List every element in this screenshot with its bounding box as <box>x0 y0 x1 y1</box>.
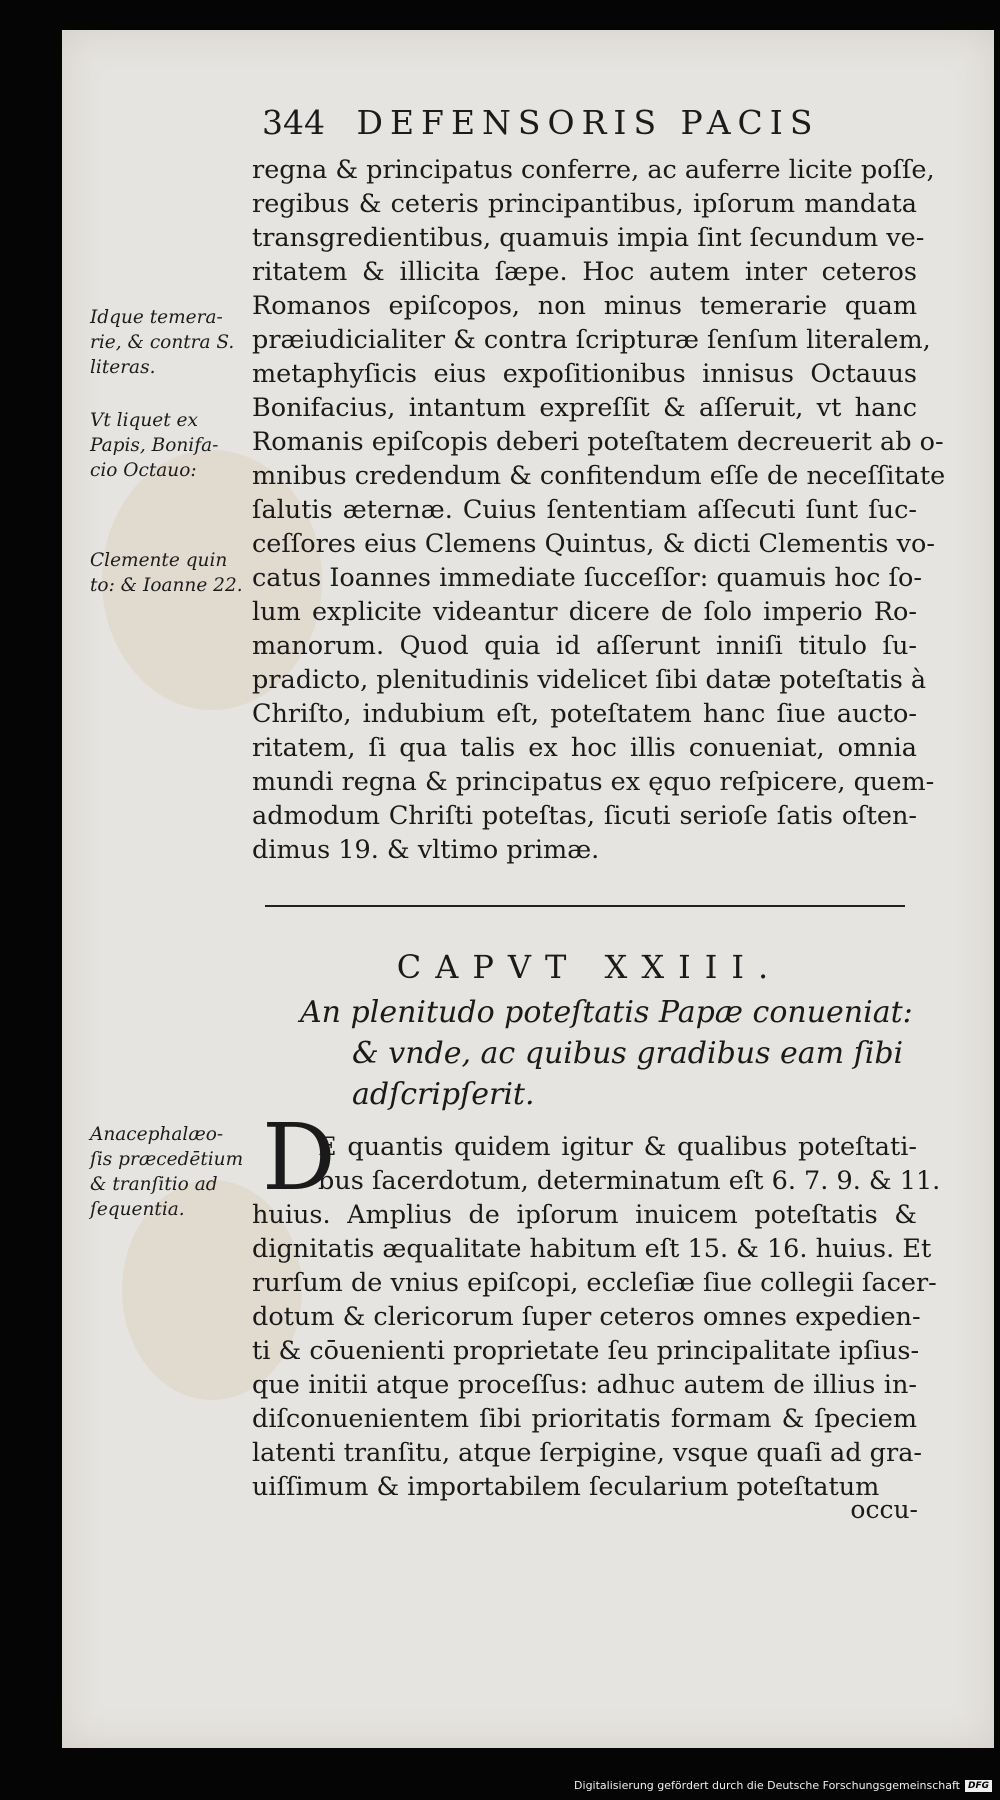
margin-note-line: Clemente quin <box>90 550 228 571</box>
chapter-subtitle <box>300 992 920 1115</box>
body-text-line: catus Ioannes immediate ſucceſſor: quamuis hoc ſo- <box>252 563 922 593</box>
body-text-line: dotum & clericorum ſuper ceteros omnes expedien- <box>252 1302 921 1332</box>
body-text-block-1 <box>252 153 946 867</box>
body-text-block-2 <box>252 1130 941 1504</box>
body-text-line: dignitatis æqualitate habitum eſt 15. & 16. huius. Et <box>252 1234 932 1264</box>
chapter-subtitle-line: An plenitudo poteſtatis Papæ conueniat: <box>300 995 913 1030</box>
body-text-line: uiſſimum & importabilem ſecularium poteſtatum <box>252 1472 880 1502</box>
body-text-line: Bonifacius, intantum expreſſit & aſſeruit, vt hanc <box>252 393 917 423</box>
body-text-line: mnibus credendum & confitendum eſſe de neceſſitate <box>252 461 946 491</box>
margin-note-line: cio Octauo: <box>90 460 197 481</box>
margin-note-line: Anacephalæo- <box>90 1124 224 1145</box>
body-text-line: pradicto, plenitudinis videlicet ſibi datæ poteſtatis à <box>252 665 927 695</box>
margin-note-3 <box>90 548 245 598</box>
body-text-line: ſalutis æternæ. Cuius ſententiam aſſecuti ſunt ſuc- <box>252 495 917 525</box>
dfg-logo: DFG <box>965 1780 992 1792</box>
body-text-line: ceſſores eius Clemens Quintus, & dicti Clementis vo- <box>252 529 935 559</box>
margin-note-line: Papis, Bonifa- <box>90 435 219 456</box>
chapter-title: CAPVT XXIII. <box>396 948 783 986</box>
margin-note-4 <box>90 1122 245 1222</box>
chapter-subtitle-line: adſcripſerit. <box>352 1077 535 1112</box>
margin-note-line: rie, & contra S. <box>90 332 235 353</box>
body-text-line: transgredientibus, quamuis impia ſint ſecundum ve- <box>252 223 925 253</box>
body-text-line: metaphyſicis eius expoſitionibus innisus Octauus <box>252 359 917 389</box>
body-text-line: dimus 19. & vltimo primæ. <box>252 835 600 865</box>
body-text-line: lum explicite videantur dicere de ſolo imperio Ro- <box>252 597 917 627</box>
running-title: DEFENSORIS PACIS <box>356 103 820 142</box>
body-text-line: latenti tranſitu, atque ſerpigine, vsque quaſi ad gra- <box>252 1438 923 1468</box>
margin-note-line: ſequentia. <box>90 1199 185 1220</box>
chapter-subtitle-line: & vnde, ac quibus gradibus eam ſibi <box>352 1036 904 1071</box>
body-text-line: que initii atque proceſſus: adhuc autem de illius in- <box>252 1370 917 1400</box>
margin-note-line: to: & Ioanne 22. <box>90 575 243 596</box>
digitization-footer <box>574 1779 992 1792</box>
body-text-line: regibus & ceteris principantibus, ipſorum mandata <box>252 189 917 219</box>
running-header <box>262 103 917 142</box>
section-divider <box>265 905 905 907</box>
body-text-line: Romanis epiſcopis deberi poteſtatem decreuerit ab o- <box>252 427 944 457</box>
body-text-line: Chriſto, indubium eſt, poteſtatem hanc ſiue aucto- <box>252 699 917 729</box>
body-text-line: ritatem, ſi qua talis ex hoc illis conueniat, omnia <box>252 733 917 763</box>
page-number: 344 <box>262 103 325 142</box>
footer-credit: Digitalisierung gefördert durch die Deutsche Forschungsgemeinschaft <box>574 1779 960 1792</box>
body-text-line: præiudicialiter & contra ſcripturæ ſenſum literalem, <box>252 325 931 355</box>
body-text-line: manorum. Quod quia id aſſerunt inniſi titulo ſu- <box>252 631 917 661</box>
body-text-line: bus ſacerdotum, determinatum eſt 6. 7. 9. & 11. <box>318 1166 941 1196</box>
body-text-line: huius. Amplius de ipſorum inuicem poteſtatis & <box>252 1200 917 1230</box>
margin-note-line: literas. <box>90 357 156 378</box>
body-text-line: admodum Chriſti poteſtas, ſicuti serioſe ſatis oſten- <box>252 801 917 831</box>
body-text-line: ritatem & illicita ſæpe. Hoc autem inter ceteros <box>252 257 917 287</box>
body-text-line: rurſum de vnius epiſcopi, eccleſiæ ſiue collegii ſacer- <box>252 1268 937 1298</box>
margin-note-line: & tranſitio ad <box>90 1174 218 1195</box>
margin-note-1 <box>90 305 245 380</box>
margin-note-line: ſis præcedētium <box>90 1149 244 1170</box>
body-text-line: regna & principatus conferre, ac auferre licite poſſe, <box>252 155 935 185</box>
body-text-line: ti & cōuenienti proprietate ſeu principalitate ipſius- <box>252 1336 920 1366</box>
margin-note-line: Idque temera- <box>90 307 223 328</box>
body-text-line: mundi regna & principatus ex ęquo reſpicere, quem- <box>252 767 935 797</box>
body-text-line: diſconuenientem ſibi prioritatis formam & ſpeciem <box>252 1404 917 1434</box>
body-text-line: E quantis quidem igitur & qualibus poteſtati- <box>318 1132 917 1162</box>
margin-note-2 <box>90 408 245 483</box>
drop-cap: D <box>262 1104 336 1211</box>
body-text-line: Romanos epiſcopos, non minus temerarie quam <box>252 291 917 321</box>
margin-note-line: Vt liquet ex <box>90 410 198 431</box>
catchword: occu- <box>850 1495 918 1524</box>
